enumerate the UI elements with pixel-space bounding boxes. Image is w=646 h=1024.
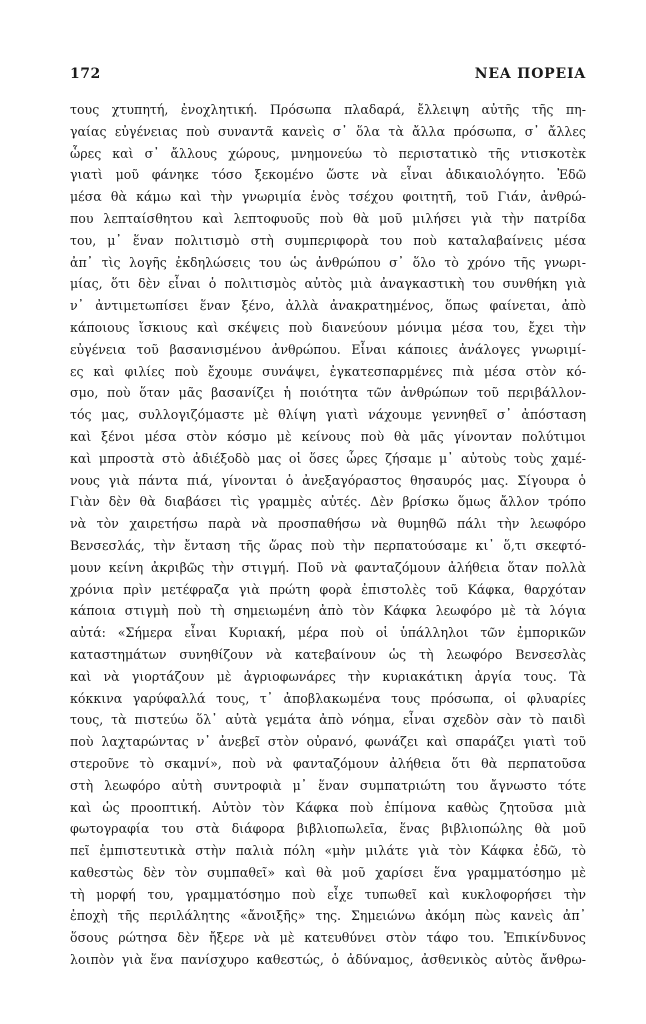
text-line: καὶ ξένοι μέσα στὸν κόσμο μὲ κείνους ποὺ θὰ μᾶς γίνονταν πολύτιμοι bbox=[70, 428, 586, 444]
page-number: 172 bbox=[70, 66, 101, 82]
text-line: κάποια στιγμὴ ποὺ τὴ σημειωμένη ἀπὸ τὸν Κάφκα λεωφόρο μὲ τὰ λόγια bbox=[70, 603, 586, 619]
text-line: γαίας εὐγένειας ποὺ συναντᾶ κανεὶς σ᾽ ὅλα τὰ ἄλλα πρόσωπα, σ᾽ ἄλλες bbox=[70, 123, 586, 139]
body-text bbox=[70, 99, 586, 971]
text-line: γιατὶ μοῦ φάνηκε τόσο ξεκομένο ὥστε νὰ εἶναι ἀδικαιολόγητο. Ἐδῶ bbox=[70, 167, 586, 183]
text-line: χρόνια πρὶν μετέφραζα γιὰ πρώτη φορὰ ἐπιστολὲς τοῦ Κάφκα, θαρχόταν bbox=[70, 581, 586, 597]
text-line: Βενσεσλάς, τὴν ἔνταση τῆς ὥρας ποὺ τὴν περπατούσαμε κι᾽ ὅ,τι σκεφτό- bbox=[70, 537, 586, 553]
text-line: καθεστὼς δὲν τὸν συμπαθεῖ» καὶ θὰ μοῦ χαρίσει ἕνα γραμματόσημο μὲ bbox=[70, 864, 586, 880]
text-line: σμο, ποὺ ὅταν μᾶς βασανίζει ἡ ποιότητα τῶν ἀνθρώπων τοῦ περιβάλλον- bbox=[70, 385, 586, 401]
running-head bbox=[70, 66, 586, 88]
text-line: τους χτυπητή, ἐνοχλητική. Πρόσωπα πλαδαρά, ἔλλειψη αὐτῆς τῆς πη- bbox=[70, 102, 586, 117]
text-line: ἐποχὴ τῆς περιλάλητης «ἄνοιξῆς» της. Σημειώνω ἀκόμη πὼς κανεὶς ἀπ᾽ bbox=[70, 908, 586, 924]
text-line: λοιπὸν γιὰ ἕνα πανίσχυρο καθεστώς, ὁ ἀδύναμος, ἀσθενικὸς αὐτὸς ἄνθρω- bbox=[70, 952, 586, 968]
text-line: καὶ ὡς προοπτική. Αὐτὸν τὸν Κάφκα ποὺ ἐπίμονα καθὼς ζητοῦσα μιὰ bbox=[70, 799, 586, 815]
text-line: ποὺ λαχταρώντας ν᾽ ἀνεβεῖ στὸν οὐρανό, φωνάζει καὶ σπαράζει γιατὶ τοῦ bbox=[70, 734, 586, 750]
text-line: μουν κείνη ἀκριβῶς τὴν στιγμή. Ποῦ νὰ φανταζόμουν ἀλήθεια ὅταν πολλὰ bbox=[70, 559, 586, 575]
text-line: αὐτά: «Σήμερα εἶναι Κυριακή, μέρα ποὺ οἱ ὑπάλληλοι τῶν ἐμπορικῶν bbox=[70, 625, 586, 641]
text-line: στὴ λεωφόρο αὐτὴ συντροφιὰ μ᾽ ἕναν συμπατριώτη του ἄγνωστο τότε bbox=[70, 777, 586, 793]
text-line: ὧρες καὶ σ᾽ ἄλλους χώρους, μνημονεύω τὸ περιστατικὸ τῆς ντισκοτὲκ bbox=[70, 145, 586, 161]
text-line: τὴ μορφή του, γραμματόσημο ποὺ εἶχε τυπωθεῖ καὶ κυκλοφορήσει τὴν bbox=[70, 886, 586, 902]
text-line: μέσα θὰ κάμω καὶ τὴν γνωριμία ἑνὸς τσέχου φοιτητῆ, τοῦ Γιάν, ἀνθρώ- bbox=[70, 189, 586, 205]
text-line: ἀπ᾽ τὶς λογῆς ἐκδηλώσεις του ὡς ἀνθρώπου σ᾽ ὅλο τὸ χρόνο τῆς γνωρι- bbox=[70, 254, 586, 270]
text-line: κάποιους ἴσκιους καὶ σκέψεις ποὺ διανεύουν μόνιμα μέσα του, ἔχει τὴν bbox=[70, 319, 586, 335]
text-line: καὶ νὰ γιορτάζουν μὲ ἀγριοφωνάρες τὴν κυριακάτικη ἀργία τους. Τὰ bbox=[70, 668, 586, 684]
text-line: που λεπταίσθητου καὶ λεπτοφυοῦς ποὺ θὰ μοῦ μιλήσει γιὰ τὴν πατρίδα bbox=[70, 210, 586, 226]
text-line: καταστημάτων συνηθίζουν νὰ κατεβαίνουν ὡς τὴ λεωφόρο Βενσεσλὰς bbox=[70, 646, 586, 662]
text-line: του, μ᾽ ἕναν πολιτισμὸ στὴ συμπεριφορὰ του ποὺ καταλαβαίνεις μέσα bbox=[70, 232, 586, 248]
text-line: τους, τὰ πιστεύω ὅλ᾽ αὐτὰ γεμάτα ἀπὸ νόημα, εἶναι σχεδὸν σὰν τὸ παιδὶ bbox=[70, 712, 586, 728]
text-line: Γιὰν δὲν θὰ διαβάσει τὶς γραμμὲς αὐτές. Δὲν βρίσκω ὅμως ἄλλον τρόπο bbox=[70, 494, 586, 510]
text-line: νους γιὰ πάντα πιά, γίνονται ὁ ἀνεξαγόραστος θησαυρός μας. Σίγουρα ὁ bbox=[70, 472, 586, 488]
text-line: κόκκινα γαρύφαλλά τους, τ᾽ ἀποβλακωμένα τους πρόσωπα, οἱ φλυαρίες bbox=[70, 690, 586, 706]
text-line: στεροῦνε τὸ σκαμνί», ποὺ νὰ φανταζόμουν ἀλήθεια ὅτι θὰ περπατοῦσα bbox=[70, 755, 586, 771]
text-line: ες καὶ φιλίες ποὺ ἔχουμε συνάψει, ἐγκατεσπαρμένες πιὰ μέσα στὸν κό- bbox=[70, 363, 586, 379]
text-line: καὶ μπροστὰ στὸ ἀδιέξοδὸ μας οἱ ὅσες ὧρες ζήσαμε μ᾽ αὐτοὺς τοὺς χαμέ- bbox=[70, 450, 586, 466]
text-line: τός μας, συλλογιζόμαστε μὲ θλίψη γιατὶ νάχουμε γεννηθεῖ σ᾽ ἀπόσταση bbox=[70, 407, 586, 423]
text-line: ν᾽ ἀντιμετωπίσει ἕναν ξένο, ἀλλὰ ἀνακρατημένος, ὅπως φαίνεται, ἀπὸ bbox=[70, 298, 586, 314]
text-line: ὅσους ρώτησα δὲν ἤξερε νὰ μὲ κατευθύνει στὸν τάφο του. Ἐπικίνδυνος bbox=[70, 930, 586, 946]
text-line: νὰ τὸν χαιρετήσω παρὰ νὰ προσπαθήσω νὰ θυμηθῶ πάλι τὴν λεωφόρο bbox=[70, 516, 586, 532]
text-line: εὐγένεια τοῦ βασανισμένου ἀνθρώπου. Εἶναι κάποιες ἀνάλογες γνωριμί- bbox=[70, 341, 586, 357]
text-line: μίας, ὅτι δὲν εἶναι ὁ πολιτισμὸς αὐτὸς μιὰ ἀναγκαστικὴ του συνθήκη γιὰ bbox=[70, 276, 586, 292]
journal-title: ΝΕΑ ΠΟΡΕΙΑ bbox=[474, 66, 586, 82]
text-line: φωτογραφία του στὰ διάφορα βιβλιοπωλεῖα, ἕνας βιβλιοπώλης θὰ μοῦ bbox=[70, 821, 586, 837]
text-line: πεῖ ἐμπιστευτικὰ στὴν παλιὰ πόλη «μὴν μιλάτε γιὰ τὸν Κάφκα ἐδῶ, τὸ bbox=[70, 843, 586, 859]
